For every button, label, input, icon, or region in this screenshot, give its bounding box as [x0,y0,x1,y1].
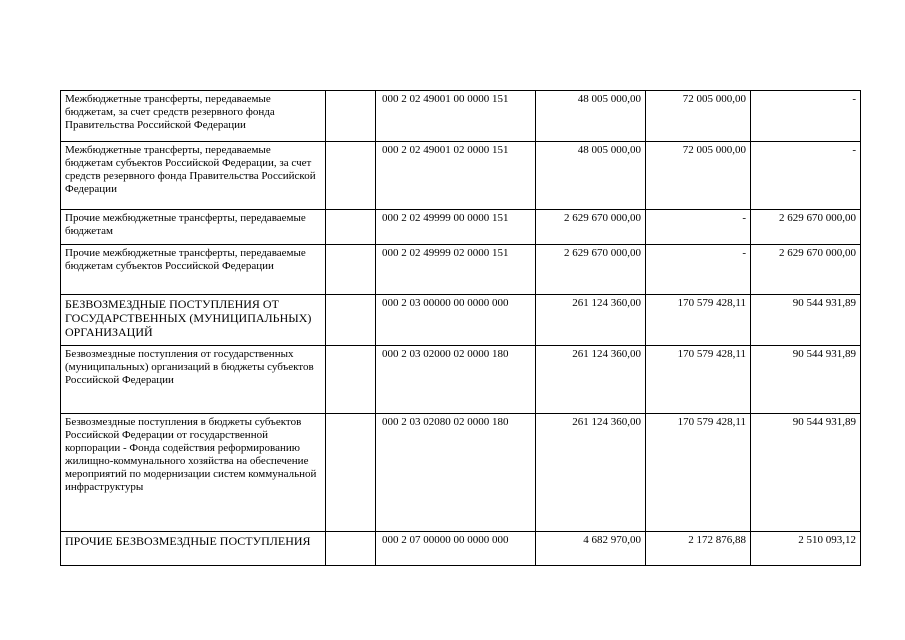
empty-cell [326,142,376,210]
row-remainder: 2 629 670 000,00 [751,210,861,245]
row-executed: - [646,210,751,245]
empty-cell [326,346,376,414]
row-code: 000 2 03 00000 00 0000 000 [376,295,536,346]
row-code: 000 2 07 00000 00 0000 000 [376,532,536,566]
row-code: 000 2 02 49999 02 0000 151 [376,245,536,295]
row-executed: 170 579 428,11 [646,346,751,414]
empty-cell [326,91,376,142]
table-row [61,295,861,346]
empty-cell [326,295,376,346]
row-code: 000 2 02 49001 02 0000 151 [376,142,536,210]
row-plan: 48 005 000,00 [536,91,646,142]
empty-cell [326,210,376,245]
row-executed: 170 579 428,11 [646,295,751,346]
table-row [61,346,861,414]
row-name: Межбюджетные трансферты, передаваемые бюджетам субъектов Российской Федерации, за счет средств резервного фонда Правительства Российской Федерации [61,142,326,210]
row-plan: 48 005 000,00 [536,142,646,210]
table-row [61,210,861,245]
empty-cell [326,532,376,566]
budget-table [60,90,861,566]
row-code: 000 2 03 02080 02 0000 180 [376,414,536,532]
row-executed: 170 579 428,11 [646,414,751,532]
row-executed: 72 005 000,00 [646,91,751,142]
row-plan: 2 629 670 000,00 [536,245,646,295]
row-plan: 2 629 670 000,00 [536,210,646,245]
table-row [61,414,861,532]
row-name: Безвозмездные поступления от государственных (муниципальных) организаций в бюджеты субъектов Российской Федерации [61,346,326,414]
row-name: Прочие межбюджетные трансферты, передаваемые бюджетам субъектов Российской Федерации [61,245,326,295]
table-row [61,245,861,295]
row-code: 000 2 02 49001 00 0000 151 [376,91,536,142]
row-remainder: 90 544 931,89 [751,414,861,532]
row-remainder: - [751,91,861,142]
row-name: Безвозмездные поступления в бюджеты субъектов Российской Федерации от государственной корпорации - Фонда содействия реформированию жилищно-коммунального хозяйства на обеспечение мероприятий по модернизации систем коммунальной инфраструктуры [61,414,326,532]
row-remainder: 2 629 670 000,00 [751,245,861,295]
empty-cell [326,414,376,532]
table-row [61,532,861,566]
row-remainder: - [751,142,861,210]
row-remainder: 2 510 093,12 [751,532,861,566]
row-remainder: 90 544 931,89 [751,346,861,414]
row-plan: 261 124 360,00 [536,414,646,532]
row-remainder: 90 544 931,89 [751,295,861,346]
table-row [61,142,861,210]
row-executed: - [646,245,751,295]
row-executed: 72 005 000,00 [646,142,751,210]
row-name: Прочие межбюджетные трансферты, передаваемые бюджетам [61,210,326,245]
row-executed: 2 172 876,88 [646,532,751,566]
row-code: 000 2 02 49999 00 0000 151 [376,210,536,245]
row-code: 000 2 03 02000 02 0000 180 [376,346,536,414]
row-name: Межбюджетные трансферты, передаваемые бюджетам, за счет средств резервного фонда Правительства Российской Федерации [61,91,326,142]
row-plan: 4 682 970,00 [536,532,646,566]
row-plan: 261 124 360,00 [536,295,646,346]
row-name: ПРОЧИЕ БЕЗВОЗМЕЗДНЫЕ ПОСТУПЛЕНИЯ [61,532,326,566]
row-plan: 261 124 360,00 [536,346,646,414]
row-name: БЕЗВОЗМЕЗДНЫЕ ПОСТУПЛЕНИЯ ОТ ГОСУДАРСТВЕННЫХ (МУНИЦИПАЛЬНЫХ) ОРГАНИЗАЦИЙ [61,295,326,346]
table-row [61,91,861,142]
empty-cell [326,245,376,295]
